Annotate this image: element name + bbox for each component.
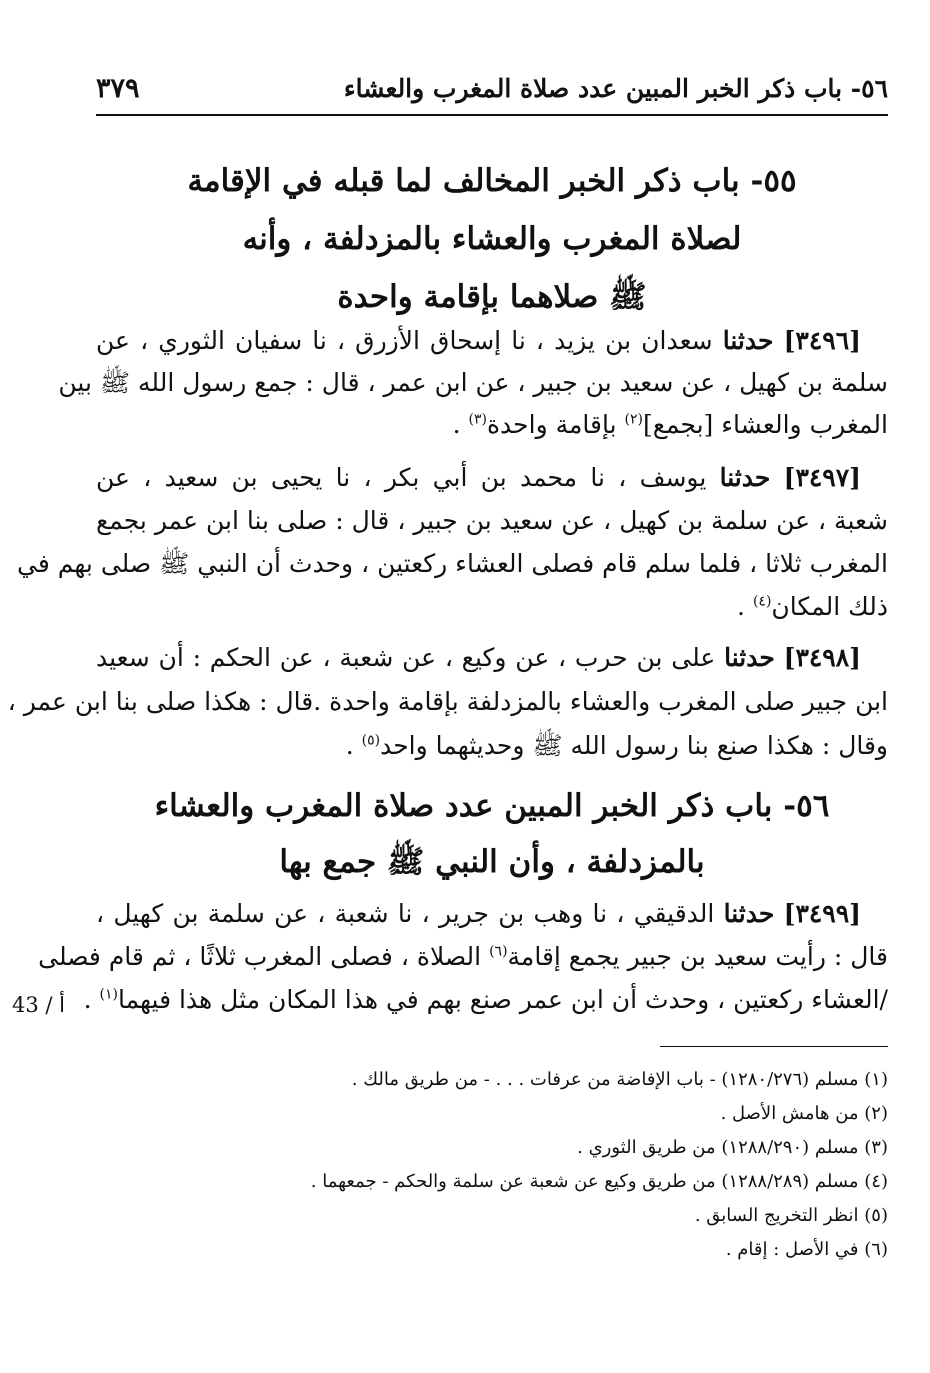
- hadith-line: [38, 935, 888, 978]
- hadith-text: بإقامة واحدة: [486, 410, 617, 439]
- footnote-5: (٥) انظر التخريج السابق .: [694, 1205, 888, 1226]
- hadith-line: [96, 636, 888, 680]
- footnote-ref: (٣): [468, 411, 487, 428]
- hadith-3496: [58, 320, 888, 446]
- hadith-text: ذلك المكان: [771, 592, 888, 621]
- hadith-number: [٣٤٩٦]: [783, 326, 861, 355]
- footnotes: [96, 1063, 888, 1267]
- hadith-number: [٣٤٩٩]: [783, 899, 862, 928]
- hadith-text: الصلاة ، فصلى المغرب ثلاثًا ، ثم قام فصلى: [38, 942, 482, 971]
- hadith-line: [96, 320, 888, 362]
- hadith-line: شعبة ، عن سلمة بن كهيل ، عن سعيد بن جبير ، قال : صلى بنا ابن عمر بجمع: [96, 506, 888, 535]
- hadith-text: على بن حرب ، عن وكيع ، عن شعبة ، عن الحكم : أن سعيد: [96, 643, 716, 672]
- chapter-title-line: ﷺ صلاهما بإقامة واحدة: [337, 279, 647, 315]
- running-title: ٥٦- باب ذكر الخبر المبين عدد صلاة المغرب والعشاء: [343, 74, 888, 103]
- footnote-ref: (٤): [752, 593, 772, 610]
- footnote-6: (٦) في الأصل : إقام .: [725, 1239, 888, 1260]
- hadith-text: قال : رأيت سعيد بن جبير يجمع إقامة: [507, 942, 888, 971]
- hadith-text: .: [452, 410, 461, 439]
- hadith-text: .: [83, 985, 92, 1014]
- footnote-3: (٣) مسلم (١٢٨٨/٢٩٠) من طريق الثوري .: [577, 1137, 888, 1158]
- hadith-text: الدقيقي ، نا وهب بن جرير ، نا شعبة ، عن سلمة بن كهيل ،: [96, 899, 715, 928]
- hadith-line: المغرب ثلاثا ، فلما سلم قام فصلى العشاء ركعتين ، وحدث أن النبي ﷺ صلى بهم في: [17, 549, 888, 578]
- hadith-number: [٣٤٩٧]: [783, 463, 861, 492]
- footnote-divider: [660, 1046, 888, 1047]
- chapter-title-line: ٥٥- باب ذكر الخبر المخالف لما قبله في الإقامة: [187, 163, 797, 199]
- chapter-55-title: [96, 152, 888, 326]
- hadith-text: .: [345, 731, 354, 760]
- hadith-number: [٣٤٩٨]: [783, 643, 861, 672]
- chapter-title-line: لصلاة المغرب والعشاء بالمزدلفة ، وأنه: [242, 221, 742, 257]
- hadith-text: وقال : هكذا صنع بنا رسول الله ﷺ وحديثهما واحد: [380, 731, 888, 760]
- hadith-line: ابن جبير صلى المغرب والعشاء بالمزدلفة بإقامة واحدة .قال : هكذا صلى بنا ابن عمر ،: [7, 687, 888, 716]
- hadith-line: [96, 585, 888, 628]
- hadith-3498: [7, 636, 888, 768]
- page-number: ٣٧٩: [96, 73, 140, 104]
- hadith-text: /العشاء ركعتين ، وحدث أن ابن عمر صنع بهم في هذا المكان مثل هذا فيهما: [117, 985, 888, 1014]
- folio-margin-note: 43 / أ: [12, 993, 65, 1017]
- footnote-1: (١) مسلم (١٢٨٠/٢٧٦) - باب الإفاضة من عرفات . . . - من طريق مالك .: [351, 1069, 888, 1090]
- hadith-line: [96, 892, 888, 935]
- hadith-lead: حدثنا: [723, 899, 775, 928]
- hadith-text: يوسف ، نا محمد بن أبي بكر ، نا يحيى بن سعيد ، عن: [96, 463, 707, 492]
- hadith-line: سلمة بن كهيل ، عن سعيد بن جبير ، عن ابن عمر ، قال : جمع رسول الله ﷺ بين: [58, 368, 888, 397]
- hadith-line: [96, 724, 888, 768]
- hadith-3497: [17, 456, 888, 628]
- hadith-line: [96, 404, 888, 446]
- footnote-ref: (٦): [489, 943, 508, 960]
- chapter-title-line: بالمزدلفة ، وأن النبي ﷺ جمع بها: [279, 844, 705, 880]
- hadith-line: [96, 456, 888, 499]
- running-header: [96, 68, 888, 116]
- hadith-lead: حدثنا: [724, 643, 775, 672]
- hadith-lead: حدثنا: [719, 463, 771, 492]
- footnote-2: (٢) من هامش الأصل .: [720, 1103, 888, 1124]
- hadith-line: [83, 978, 888, 1021]
- footnote-4: (٤) مسلم (١٢٨٨/٢٨٩) من طريق وكيع عن شعبة عن سلمة والحكم - جمعهما .: [310, 1171, 888, 1192]
- footnote-ref: (٥): [361, 732, 381, 749]
- chapter-title-line: ٥٦- باب ذكر الخبر المبين عدد صلاة المغرب والعشاء: [154, 788, 830, 824]
- hadith-text: .: [737, 592, 745, 621]
- hadith-text: المغرب والعشاء [بجمع]: [642, 410, 888, 439]
- footnote-ref: (٢): [624, 411, 643, 428]
- chapter-56-title: [96, 778, 888, 890]
- hadith-lead: حدثنا: [722, 326, 774, 355]
- footnote-ref: (١): [99, 986, 118, 1003]
- hadith-text: سعدان بن يزيد ، نا إسحاق الأزرق ، نا سفيان الثوري ، عن: [96, 326, 713, 355]
